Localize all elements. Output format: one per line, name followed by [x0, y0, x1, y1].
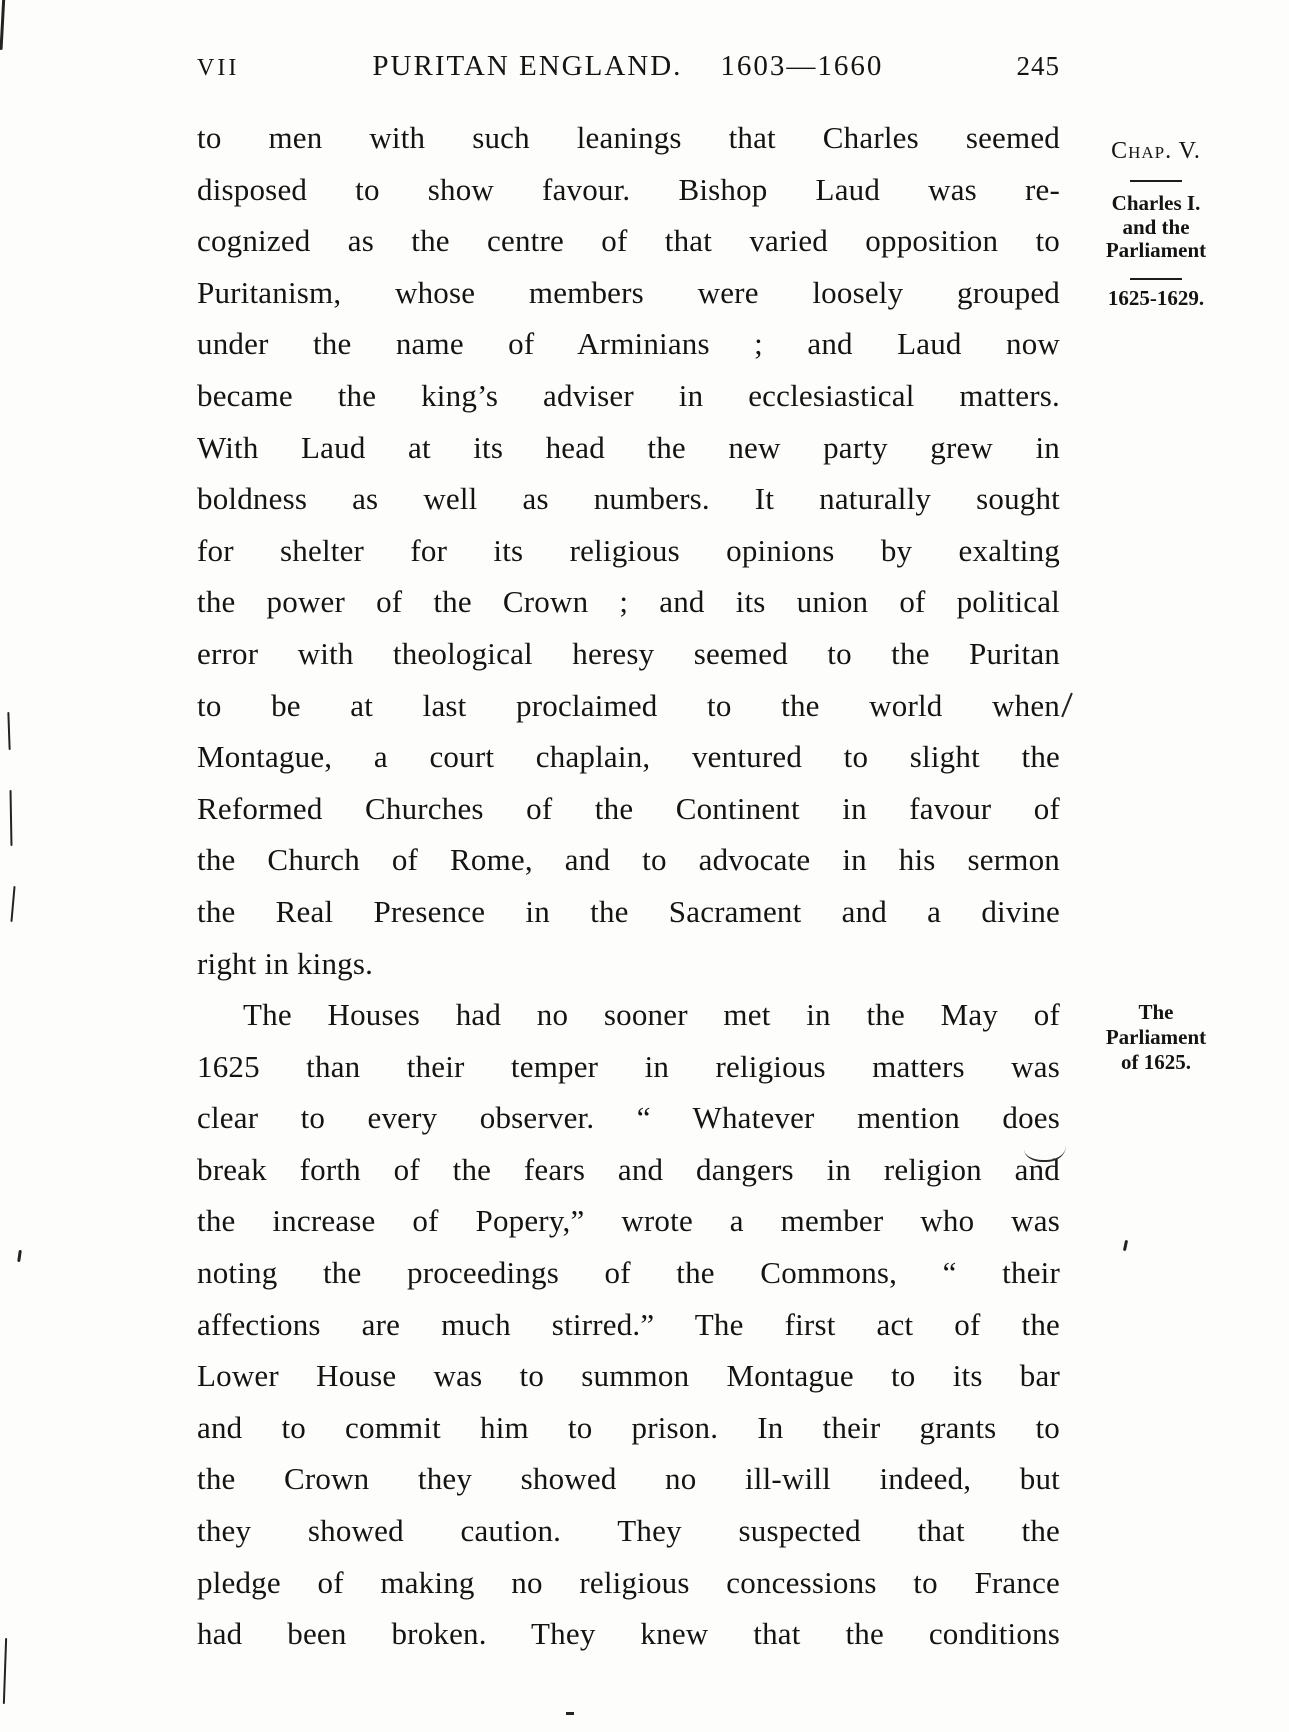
- text-line: the power of the Crown ; and its union of political: [197, 584, 1060, 620]
- sidenote-dates: 1625-1629.: [1107, 285, 1205, 310]
- text-line: affections are much stirred.” The first act of the: [197, 1306, 1060, 1342]
- sidenote-line: of 1625.: [1121, 1050, 1191, 1074]
- text-line: the increase of Popery,” wrote a member who was: [197, 1203, 1060, 1239]
- sidenote-line: and the: [1122, 214, 1190, 239]
- sidenote-chapter: [1082, 138, 1230, 310]
- scan-artifact-dot: [566, 1712, 574, 1715]
- text-block: [197, 112, 1060, 1660]
- text-line: to men with such leanings that Charles seemed: [197, 120, 1060, 155]
- page-number: 245: [1016, 51, 1060, 81]
- scan-artifact-tick: [17, 1250, 22, 1262]
- page-header: [197, 50, 1060, 83]
- text-line: and to commit him to prison. In their grants to: [197, 1409, 1060, 1445]
- sidenote-line: Charles I.: [1111, 191, 1201, 215]
- sidenote-parliament-1625: [1082, 1000, 1230, 1075]
- text-line: noting the proceedings of the Commons, “ their: [197, 1255, 1060, 1291]
- scan-artifact-left-stroke: [10, 790, 13, 846]
- text-line: error with theological heresy seemed to the Puritan: [197, 635, 1060, 671]
- text-line: cognized as the centre of that varied opposition to: [197, 223, 1060, 259]
- text-line: became the king’s adviser in ecclesiastical matters.: [197, 377, 1060, 413]
- text-line: Reformed Churches of the Continent in favour of: [197, 790, 1060, 826]
- sidenote-chapter-label: Chap. V.: [1111, 138, 1201, 164]
- chapter-number: VII: [197, 55, 240, 81]
- text-line: they showed caution. They suspected that the: [197, 1513, 1060, 1549]
- sidenote-line: Parliament: [1105, 238, 1207, 262]
- text-line: Montague, a court chaplain, ventured to slight the: [197, 739, 1060, 775]
- text-line: With Laud at its head the new party grew in: [197, 429, 1060, 465]
- scan-artifact-left-stroke: [0, 0, 5, 50]
- text-line: for shelter for its religious opinions by exalting: [197, 532, 1060, 568]
- text-line: boldness as well as numbers. It naturally sought: [197, 481, 1060, 517]
- text-line: break forth of the fears and dangers in religion and: [197, 1151, 1060, 1187]
- scan-artifact-left-stroke: [7, 712, 10, 750]
- text-line: right in kings.: [197, 945, 374, 981]
- scan-artifact-left-stroke: [3, 1638, 7, 1704]
- text-line: the Real Presence in the Sacrament and a divine: [197, 893, 1060, 929]
- text-line: the Church of Rome, and to advocate in his sermon: [197, 842, 1060, 878]
- text-line: The Houses had no sooner met in the May of: [243, 997, 1060, 1033]
- sidenote-chapter-title: [1082, 192, 1230, 263]
- text-line: Puritanism, whose members were loosely grouped: [197, 274, 1060, 310]
- sidenote-line: The: [1138, 1000, 1174, 1024]
- scan-artifact-slash: [1061, 693, 1073, 718]
- text-line: 1625 than their temper in religious matters was: [197, 1048, 1060, 1084]
- sidenote-line: Parliament: [1105, 1025, 1207, 1049]
- text-line: pledge of making no religious concessions to France: [197, 1564, 1060, 1600]
- scan-artifact-left-stroke: [10, 886, 15, 922]
- text-line: clear to every observer. “ Whatever mention does: [197, 1100, 1060, 1136]
- scan-artifact-comma: [1123, 1240, 1128, 1251]
- text-line: Lower House was to summon Montague to its bar: [197, 1358, 1060, 1394]
- running-title-text: PURITAN ENGLAND.: [372, 50, 683, 82]
- text-line: disposed to show favour. Bishop Laud was re-: [197, 171, 1060, 207]
- text-line: under the name of Arminians ; and Laud now: [197, 326, 1060, 362]
- text-line: had been broken. They knew that the conditions: [197, 1616, 1060, 1652]
- sidenote-rule: [1130, 180, 1182, 182]
- running-title: [239, 50, 1016, 83]
- text-line: to be at last proclaimed to the world when: [197, 687, 1060, 723]
- sidenote-rule: [1130, 278, 1182, 280]
- text-line: the Crown they showed no ill-will indeed, but: [197, 1461, 1060, 1497]
- running-title-dates: 1603—1660: [720, 50, 884, 82]
